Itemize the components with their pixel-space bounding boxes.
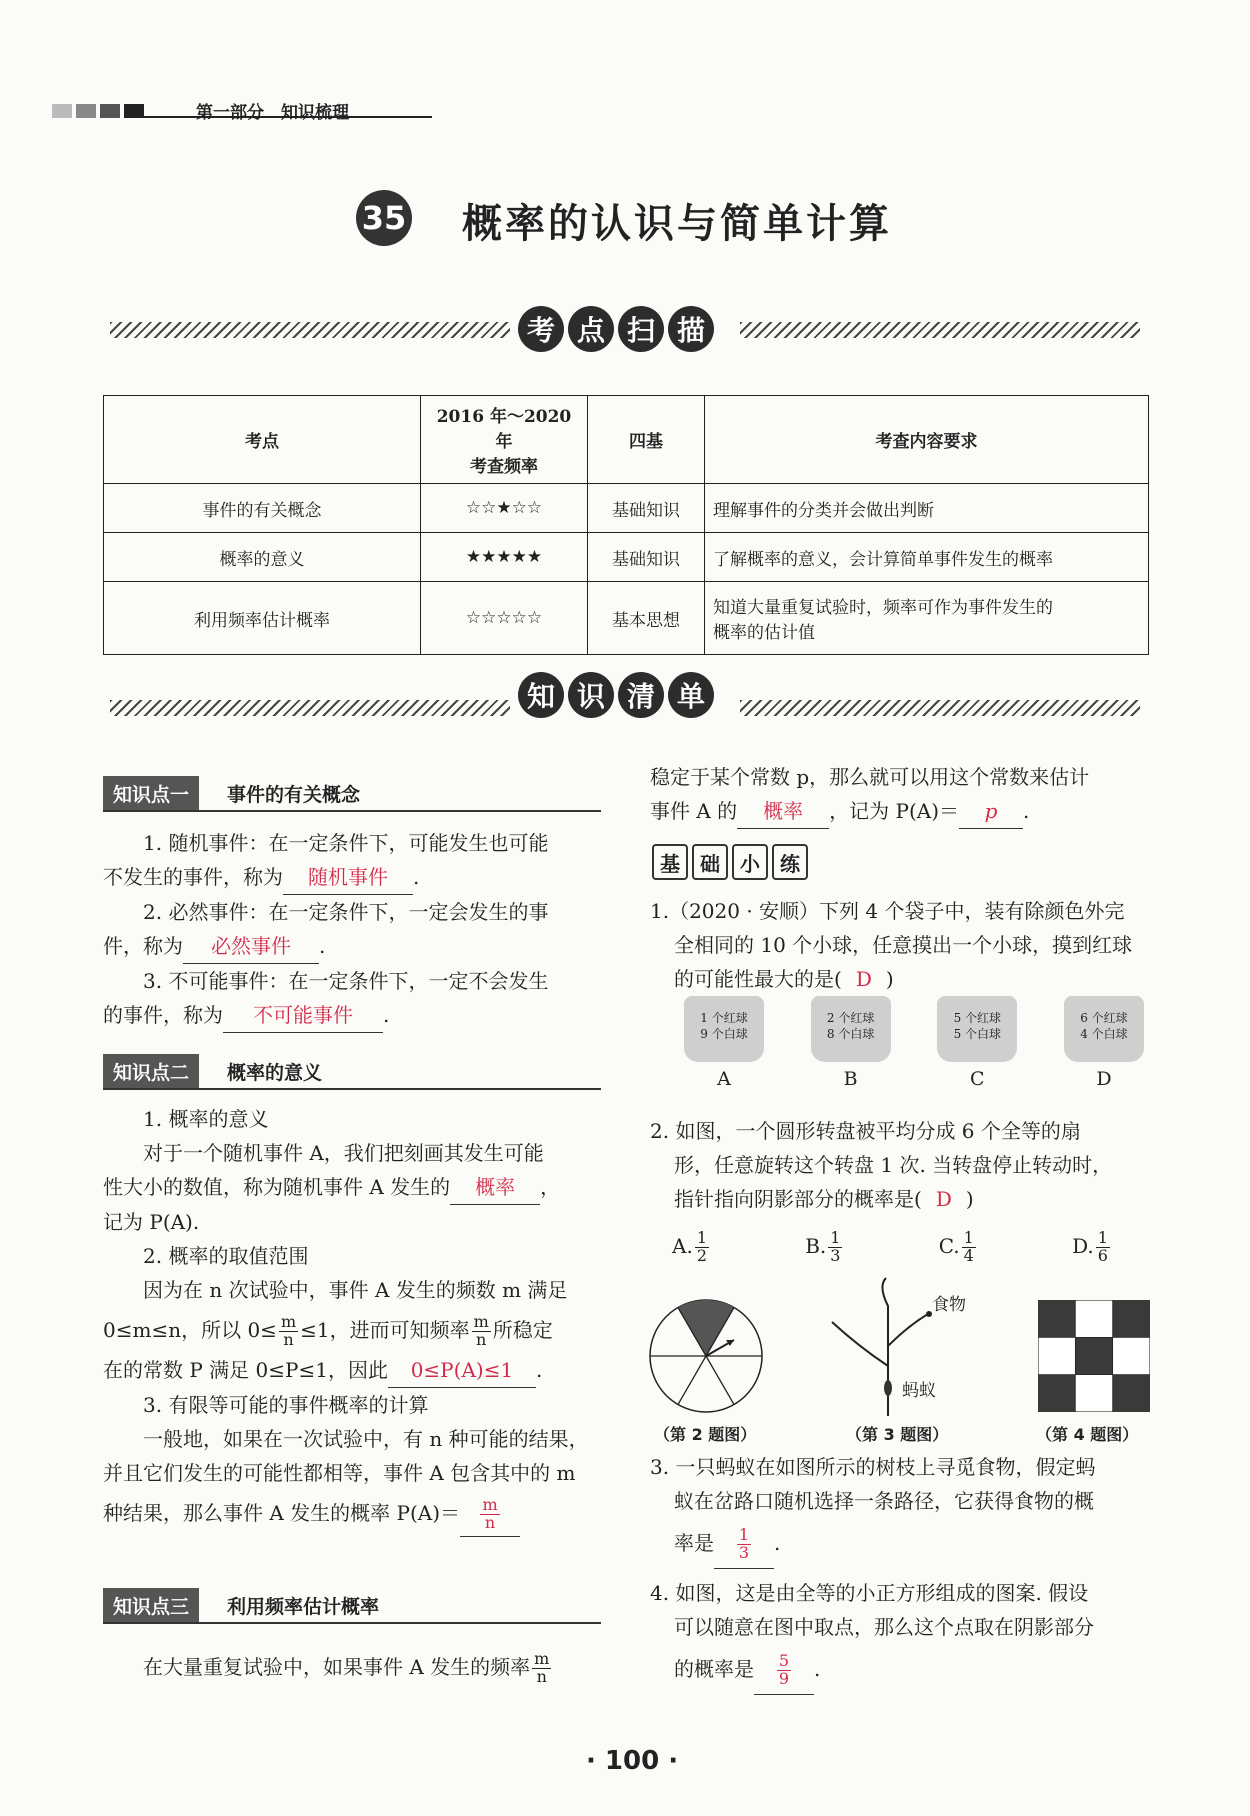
text-span: 不发生的事件，称为 xyxy=(103,865,283,889)
fraction-m-n xyxy=(532,1651,551,1686)
banner-char: 识 xyxy=(568,672,614,718)
banner-char: 考 xyxy=(518,306,564,352)
bag-image xyxy=(1064,996,1144,1062)
fraction-den: 3 xyxy=(738,1543,750,1562)
option-label: A. xyxy=(672,1234,693,1258)
option-label: C. xyxy=(938,1234,960,1258)
text-line: 2. 如图，一个圆形转盘被平均分成 6 个全等的扇 xyxy=(650,1119,1081,1143)
figure-caption: （第 2 题图） xyxy=(654,1425,757,1444)
left-block-1 xyxy=(103,826,603,1033)
tree-branch xyxy=(832,1322,888,1366)
kp-title: 利用频率估计概率 xyxy=(227,1596,380,1618)
fraction-num: m xyxy=(534,1649,550,1669)
banner-hatch-right xyxy=(740,700,1140,716)
option-label: B. xyxy=(805,1234,827,1258)
text-span: 种结果，那么事件 A 发生的概率 P(A)＝ xyxy=(103,1501,461,1525)
text-line: 的概率是 $\frac{5}{9}$ . xyxy=(650,1644,1150,1694)
bag-image xyxy=(811,996,891,1062)
left-block-2 xyxy=(103,1102,603,1536)
table-row xyxy=(104,582,1149,655)
text-span: 件，称为 xyxy=(103,934,183,958)
bag-label: C xyxy=(970,1068,985,1090)
answer-blank: 必然事件 xyxy=(183,929,319,964)
kp-rule xyxy=(103,810,601,812)
requirement-line: 知道大量重复试验时，频率可作为事件发生的 xyxy=(713,598,1053,618)
fraction-den: 3 xyxy=(830,1246,841,1265)
cell-stars: ☆☆☆☆☆ xyxy=(421,582,588,655)
bag-label: A xyxy=(717,1068,731,1090)
text-line: 3. 一只蚂蚁在如图所示的树枝上寻觅食物，假定蚂 xyxy=(650,1455,1096,1479)
answer-blank: 概率 xyxy=(450,1170,540,1205)
header-cell xyxy=(421,396,588,484)
table-header-row xyxy=(104,396,1149,484)
banner-hatch-right xyxy=(740,322,1140,338)
text-line: 2. 概率的取值范围 xyxy=(143,1244,309,1268)
grid-shaded-cell xyxy=(1113,1300,1150,1337)
text-span: 所稳定 xyxy=(492,1318,553,1342)
bag-line: 9 个白球 xyxy=(700,1027,748,1041)
q2-options xyxy=(672,1218,1112,1274)
spinner-figure xyxy=(646,1296,766,1416)
cell-stars: ★★★★★ xyxy=(421,533,588,582)
text-span: 在大量重复试验中，如果事件 A 发生的频率 xyxy=(143,1655,531,1679)
figure-caption: （第 3 题图） xyxy=(846,1425,949,1444)
text-line: 3. 有限等可能的事件概率的计算 xyxy=(143,1393,429,1417)
figure-caption: （第 4 题图） xyxy=(1036,1425,1139,1444)
bag-image xyxy=(937,996,1017,1062)
text-line: 稳定于某个常数 p，那么就可以用这个常数来估计 xyxy=(650,765,1090,789)
fraction-num: m xyxy=(280,1312,297,1332)
text-line: 不发生的事件，称为 随机事件 . xyxy=(103,860,603,895)
kp-rule xyxy=(103,1088,601,1090)
text-line: 件，称为 必然事件 . xyxy=(103,929,603,964)
header-square xyxy=(52,104,72,118)
text-span: 的概率是 xyxy=(674,1657,754,1681)
fraction-num: 1 xyxy=(696,1228,707,1248)
text-line: 事件 A 的 概率 ，记为 P(A)＝ p . xyxy=(650,794,1150,829)
answer-blank: 随机事件 xyxy=(283,860,413,895)
kp-rule xyxy=(103,1622,601,1624)
text-line: 可以随意在图中取点，那么这个点取在阴影部分 xyxy=(674,1615,1094,1639)
bags-row xyxy=(684,996,1144,1090)
table-row xyxy=(104,484,1149,533)
fraction-den: 2 xyxy=(696,1246,707,1265)
kp-tag: 知识点二 xyxy=(103,1054,199,1089)
header-line: 2016 年～2020 年 xyxy=(436,407,572,452)
knowledge-point-2 xyxy=(103,1054,601,1089)
bag-label: D xyxy=(1096,1068,1112,1090)
text-line: 2. 必然事件：在一定条件下，一定会发生的事 xyxy=(143,900,549,924)
text-span: 事件 A 的 xyxy=(650,799,738,823)
bag-option xyxy=(811,996,891,1090)
grid-shaded-cell xyxy=(1038,1375,1075,1412)
text-line: 的事件，称为 不可能事件 . xyxy=(103,998,603,1033)
knowledge-point-3 xyxy=(103,1588,601,1623)
fraction-num: 1 xyxy=(830,1228,841,1248)
header-square xyxy=(100,104,120,118)
text-line: 形，任意旋转这个转盘 1 次. 当转盘停止转动时， xyxy=(674,1153,1113,1177)
grid-figure xyxy=(1038,1300,1150,1412)
header-cell: 考查内容要求 xyxy=(705,396,1149,484)
grid-shaded-cell xyxy=(1038,1300,1075,1337)
kp-tag: 知识点一 xyxy=(103,776,199,811)
fraction-answer xyxy=(737,1527,751,1562)
practice-heading xyxy=(652,844,808,880)
banner-list xyxy=(518,672,714,718)
banner-scan xyxy=(518,306,714,352)
text-line: 1. 随机事件：在一定条件下，可能发生也可能 xyxy=(143,831,549,855)
fraction-den: 6 xyxy=(1097,1246,1108,1265)
banner-char: 单 xyxy=(668,672,714,718)
text-line: 在的常数 P 满足 0≤P≤1，因此 0≤P(A)≤1 . xyxy=(103,1353,603,1388)
text-span: ≤1，进而可知频率 xyxy=(300,1318,470,1342)
text-line xyxy=(103,1307,603,1353)
text-line: 记为 P(A). xyxy=(103,1210,200,1234)
cell-point: 概率的意义 xyxy=(104,533,421,582)
table-row xyxy=(104,533,1149,582)
text-line: 因为在 n 次试验中，事件 A 发生的频数 m 满足 xyxy=(143,1278,568,1302)
header-square xyxy=(76,104,96,118)
cell-requirement xyxy=(705,582,1149,655)
question-2 xyxy=(650,1114,1150,1216)
header-cell: 四基 xyxy=(588,396,705,484)
fraction-den: n xyxy=(484,1513,496,1532)
bag-option xyxy=(1064,996,1144,1090)
fraction-num: 1 xyxy=(1097,1228,1108,1248)
spinner-shaded-sector xyxy=(678,1300,734,1356)
option-fraction xyxy=(695,1230,709,1265)
question-3 xyxy=(650,1450,1150,1568)
grid-shaded-cell xyxy=(1075,1337,1112,1374)
banner-char: 知 xyxy=(518,672,564,718)
bag-line: 5 个红球 xyxy=(953,1011,1002,1025)
option-label: D. xyxy=(1072,1234,1094,1258)
text-line: 对于一个随机事件 A，我们把刻画其发生可能 xyxy=(143,1141,544,1165)
answer-choice: D xyxy=(855,967,872,991)
text-line: 蚁在岔路口随机选择一条路径，它获得食物的概 xyxy=(674,1489,1094,1513)
page-number: · 100 · xyxy=(586,1746,679,1776)
requirement-line: 概率的估计值 xyxy=(713,623,815,643)
text-span: 指针指向阴影部分的概率是( xyxy=(674,1187,922,1211)
fraction-den: n xyxy=(476,1330,487,1349)
answer-choice: D xyxy=(935,1187,952,1211)
header-cell: 考点 xyxy=(104,396,421,484)
fraction-num: 1 xyxy=(738,1525,750,1545)
text-span: ，记为 P(A)＝ xyxy=(829,799,960,823)
fraction-den: 4 xyxy=(963,1246,974,1265)
kp-tag: 知识点三 xyxy=(103,1588,199,1623)
bag-line: 4 个白球 xyxy=(1080,1027,1128,1041)
fraction-answer xyxy=(480,1497,499,1532)
question-1 xyxy=(650,894,1150,996)
text-span: 在的常数 P 满足 0≤P≤1，因此 xyxy=(103,1358,388,1382)
answer-blank: 0≤P(A)≤1 xyxy=(388,1353,536,1388)
practice-char: 练 xyxy=(772,844,808,880)
practice-char: 小 xyxy=(732,844,768,880)
text-span: 0≤m≤n，所以 0≤ xyxy=(103,1318,277,1342)
answer-blank: p xyxy=(959,794,1023,829)
cell-basis: 基本思想 xyxy=(588,582,705,655)
fraction-den: n xyxy=(283,1330,294,1349)
cell-requirement: 了解概率的意义，会计算简单事件发生的概率 xyxy=(705,533,1149,582)
cell-point: 利用频率估计概率 xyxy=(104,582,421,655)
fraction-num: 5 xyxy=(778,1651,790,1671)
bag-option xyxy=(937,996,1017,1090)
text-line xyxy=(103,1490,603,1536)
ant-label: 蚂蚁 xyxy=(902,1381,936,1401)
text-span: 率是 xyxy=(674,1531,714,1555)
banner-char: 清 xyxy=(618,672,664,718)
cell-requirement: 理解事件的分类并会做出判断 xyxy=(705,484,1149,533)
text-span: 的可能性最大的是( xyxy=(674,967,842,991)
header-line: 考查频率 xyxy=(470,457,538,477)
fraction-den: n xyxy=(536,1667,547,1686)
fraction-m-n xyxy=(279,1314,298,1349)
practice-char: 基 xyxy=(652,844,688,880)
text-line: 3. 不可能事件：在一定条件下，一定不会发生 xyxy=(143,969,549,993)
text-line: 1. 概率的意义 xyxy=(143,1107,269,1131)
text-line: 并且它们发生的可能性都相等，事件 A 包含其中的 m xyxy=(103,1461,576,1485)
knowledge-point-1 xyxy=(103,776,601,811)
bag-line: 2 个红球 xyxy=(826,1011,875,1025)
fraction-num: m xyxy=(482,1495,498,1515)
grid-shaded-cell xyxy=(1113,1375,1150,1412)
text-line: 全相同的 10 个小球，任意摸出一个小球，摸到红球 xyxy=(674,933,1133,957)
banner-hatch-left xyxy=(110,700,510,716)
lesson-number: 35 xyxy=(356,190,412,246)
text-line: 一般地，如果在一次试验中，有 n 种可能的结果， xyxy=(143,1427,589,1451)
tree-branch xyxy=(888,1314,928,1346)
option-fraction xyxy=(828,1230,842,1265)
cell-basis: 基础知识 xyxy=(588,533,705,582)
text-line: 4. 如图，这是由全等的小正方形组成的图案. 假设 xyxy=(650,1581,1089,1605)
cell-stars: ☆☆★☆☆ xyxy=(421,484,588,533)
option xyxy=(939,1218,978,1274)
fraction-m-n xyxy=(472,1314,491,1349)
text-line: 率是 $\frac{1}{3}$ . xyxy=(650,1518,1150,1568)
fraction-num: 1 xyxy=(963,1228,974,1248)
question-4 xyxy=(650,1576,1150,1694)
bag-label: B xyxy=(843,1068,858,1090)
option-fraction xyxy=(1096,1230,1110,1265)
fraction-num: m xyxy=(473,1312,489,1332)
kp-title: 概率的意义 xyxy=(227,1062,323,1084)
bag-option xyxy=(684,996,764,1090)
exam-table xyxy=(103,395,1149,655)
text-line: 1.（2020 · 安顺）下列 4 个袋子中，装有除颜色外完 xyxy=(650,899,1125,923)
bag-image xyxy=(684,996,764,1062)
cell-point: 事件的有关概念 xyxy=(104,484,421,533)
banner-char: 扫 xyxy=(618,306,664,352)
option xyxy=(805,1218,844,1274)
text-line: 的可能性最大的是( D ) xyxy=(674,967,894,991)
option xyxy=(1072,1218,1112,1274)
banner-char: 描 xyxy=(668,306,714,352)
practice-char: 础 xyxy=(692,844,728,880)
answer-blank: 概率 xyxy=(737,794,829,829)
answer-blank xyxy=(460,1490,520,1537)
bag-line: 8 个白球 xyxy=(826,1027,875,1041)
section-header xyxy=(52,98,349,123)
header-rule xyxy=(132,116,432,118)
answer-blank xyxy=(754,1644,814,1695)
option-fraction xyxy=(962,1230,976,1265)
bag-line: 1 个红球 xyxy=(700,1011,748,1025)
option xyxy=(672,1218,711,1274)
right-block-1 xyxy=(650,760,1150,829)
bag-line: 5 个白球 xyxy=(953,1027,1002,1041)
cell-basis: 基础知识 xyxy=(588,484,705,533)
banner-char: 点 xyxy=(568,306,614,352)
banner-hatch-left xyxy=(110,322,510,338)
text-line: 指针指向阴影部分的概率是( D ) xyxy=(674,1187,974,1211)
text-span: 性大小的数值，称为随机事件 A 发生的 xyxy=(103,1175,451,1199)
lesson-title: 概率的认识与简单计算 xyxy=(462,201,892,247)
food-label: 食物 xyxy=(932,1295,966,1315)
section-label: 第一部分 知识梳理 xyxy=(196,103,349,123)
ant-icon xyxy=(884,1380,892,1396)
text-span: 的事件，称为 xyxy=(103,1003,223,1027)
kp-title: 事件的有关概念 xyxy=(227,784,361,806)
fraction-answer xyxy=(777,1653,791,1688)
answer-blank xyxy=(714,1518,774,1569)
text-line: 性大小的数值，称为随机事件 A 发生的 概率 ， xyxy=(103,1170,603,1205)
answer-blank: 不可能事件 xyxy=(223,998,383,1033)
bag-line: 6 个红球 xyxy=(1080,1011,1128,1025)
fraction-den: 9 xyxy=(778,1669,790,1688)
left-block-3 xyxy=(143,1644,613,1690)
